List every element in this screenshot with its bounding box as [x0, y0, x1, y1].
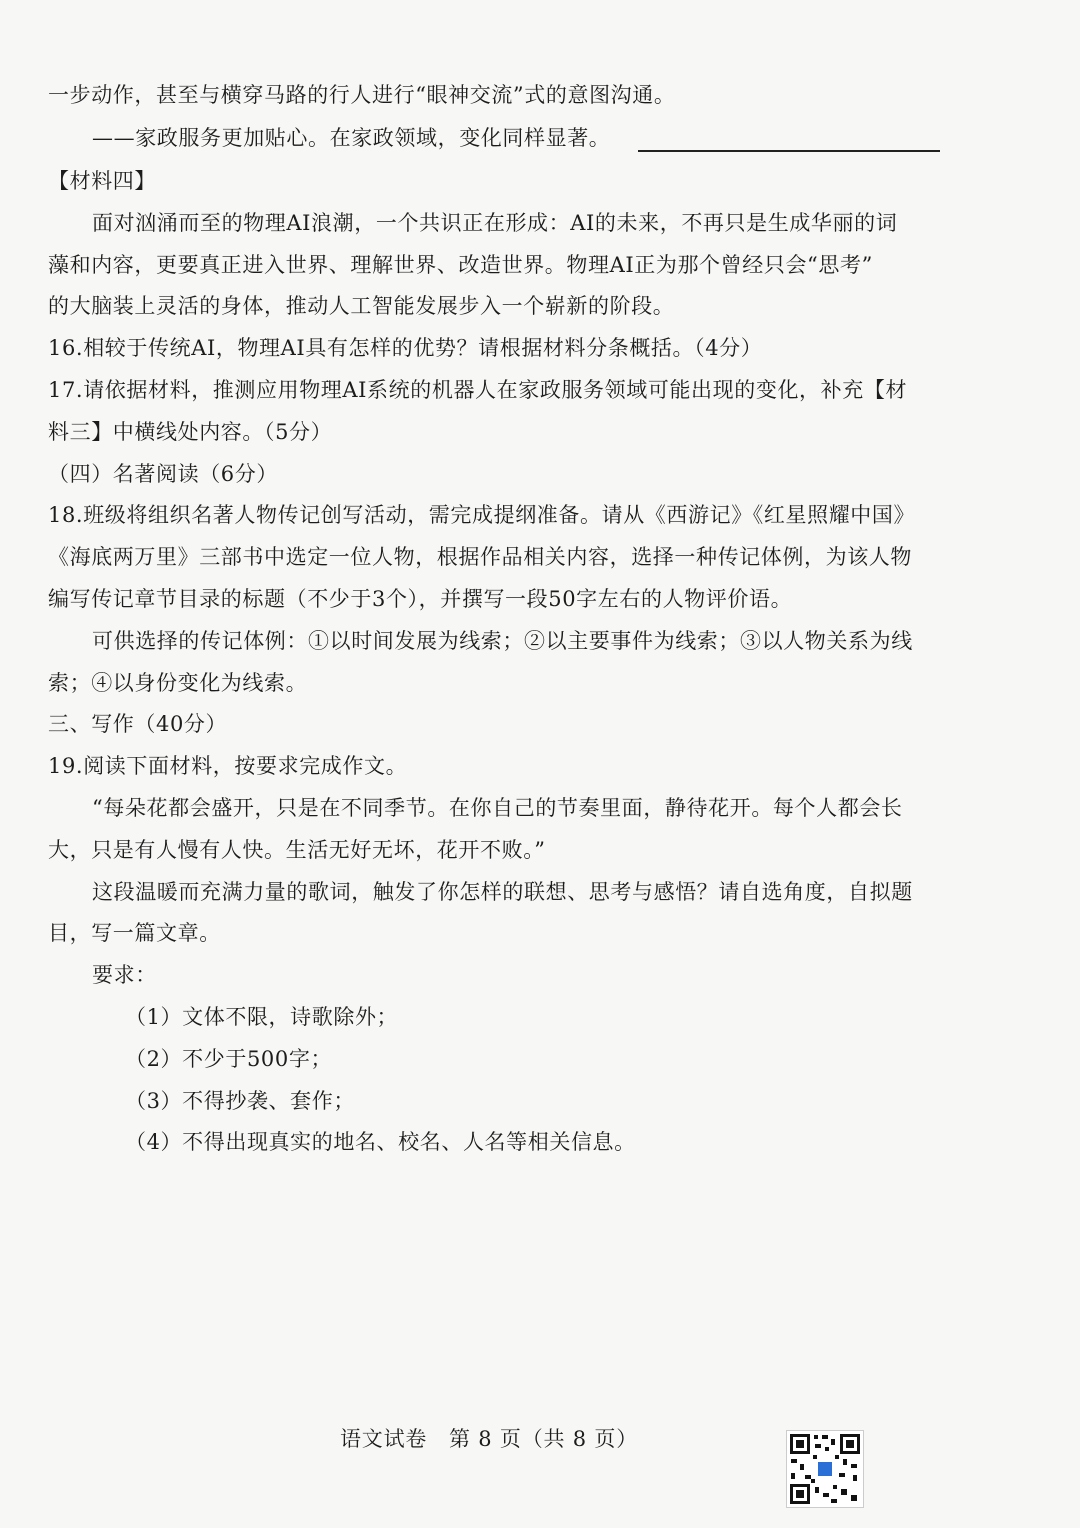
text-line: “每朵花都会盛开，只是在不同季节。在你自己的节奏里面，静待花开。每个人都会长: [92, 796, 903, 820]
text-line: 的大脑装上灵活的身体，推动人工智能发展步入一个崭新的阶段。: [48, 294, 675, 318]
section-heading: 三、写作（40分）: [48, 712, 228, 736]
text-line: 料三】中横线处内容。（5分）: [48, 420, 333, 444]
question-16: 16.相较于传统AI，物理AI具有怎样的优势？请根据材料分条概括。（4分）: [48, 336, 763, 360]
text-line: 面对汹涌而至的物理AI浪潮，一个共识正在形成：AI的未来，不再只是生成华丽的词: [92, 211, 898, 235]
question-17: 17.请依据材料，推测应用物理AI系统的机器人在家政服务领域可能出现的变化，补充【材: [48, 378, 908, 402]
text-line: 目，写一篇文章。: [48, 921, 221, 945]
text-line: ——家政服务更加贴心。在家政领域，变化同样显著。: [92, 126, 611, 150]
requirements-heading: 要求：: [92, 963, 157, 987]
section-heading: （四）名著阅读（6分）: [48, 462, 278, 486]
text-line: 大，只是有人慢有人快。生活无好无坏，花开不败。”: [48, 838, 546, 862]
question-19: 19.阅读下面材料，按要求完成作文。: [48, 754, 408, 778]
requirement-item: （4）不得出现真实的地名、校名、人名等相关信息。: [125, 1130, 636, 1154]
requirement-item: （1）文体不限，诗歌除外；: [125, 1005, 399, 1029]
requirement-item: （3）不得抄袭、套作；: [125, 1089, 355, 1113]
question-18: 18.班级将组织名著人物传记创写活动，需完成提纲准备。请从《西游记》《红星照耀中国》: [48, 503, 916, 527]
text-line: 这段温暖而充满力量的歌词，触发了你怎样的联想、思考与感悟？请自选角度，自拟题: [92, 880, 913, 904]
qr-code-icon: [786, 1430, 864, 1508]
text-line: 可供选择的传记体例：①以时间发展为线索；②以主要事件为线索；③以人物关系为线: [92, 629, 913, 653]
requirement-item: （2）不少于500字；: [125, 1047, 333, 1071]
qr-logo-icon: [816, 1460, 834, 1478]
page-footer: 语文试卷 第 8 页（共 8 页）: [340, 1427, 639, 1451]
text-line: 一步动作，甚至与横穿马路的行人进行“眼神交流”式的意图沟通。: [48, 83, 676, 107]
answer-blank-line: [638, 150, 940, 152]
text-line: 索；④以身份变化为线索。: [48, 671, 308, 695]
section-heading: 【材料四】: [48, 169, 156, 193]
text-line: 编写传记章节目录的标题（不少于3个），并撰写一段50字左右的人物评价语。: [48, 587, 793, 611]
text-line: 藻和内容，更要真正进入世界、理解世界、改造世界。物理AI正为那个曾经只会“思考”: [48, 253, 873, 277]
text-line: 《海底两万里》三部书中选定一位人物，根据作品相关内容，选择一种传记体例，为该人物: [48, 545, 912, 569]
